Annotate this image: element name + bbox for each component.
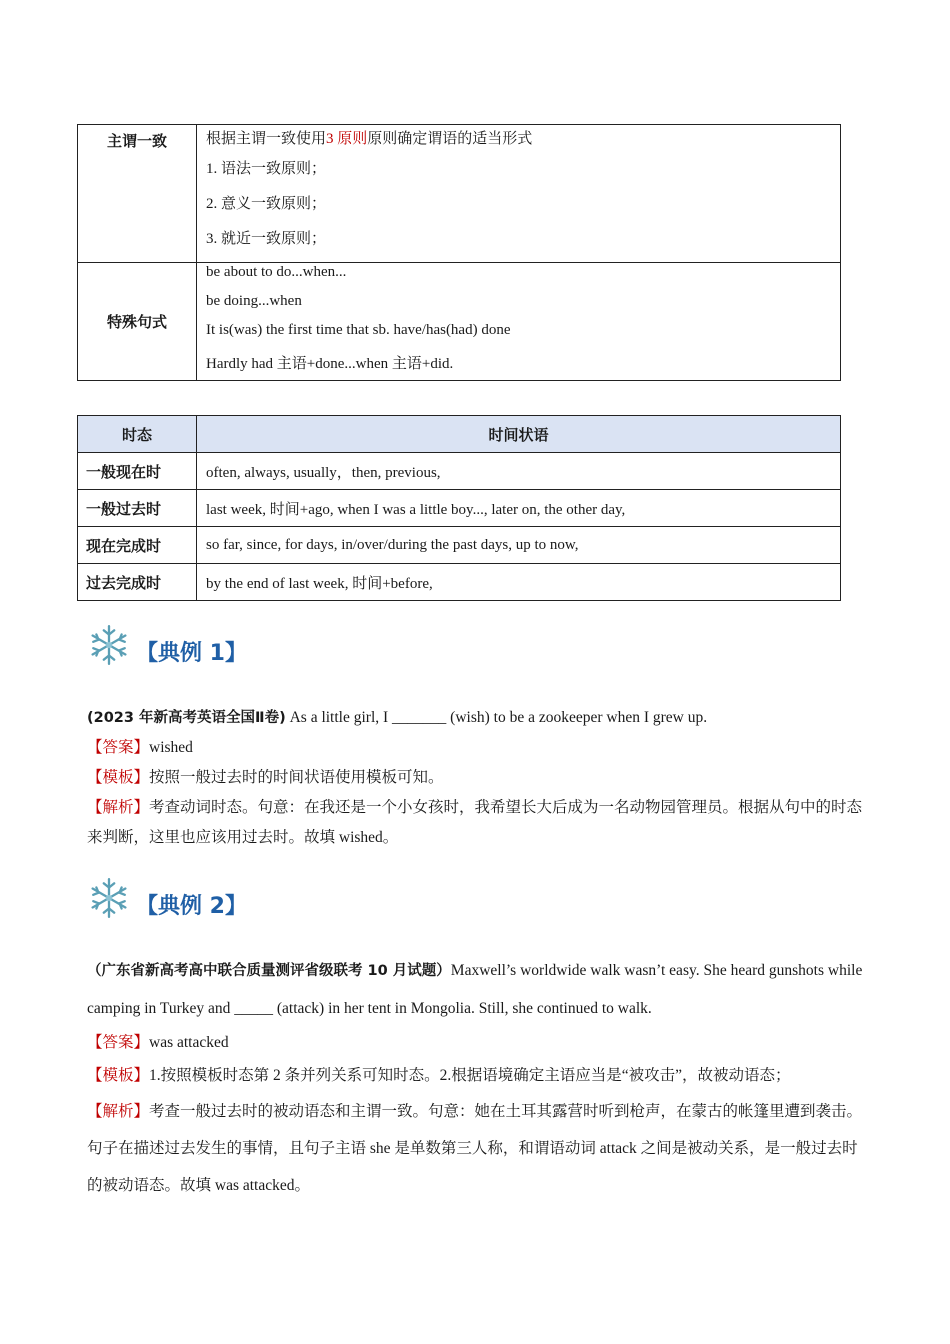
summary-table <box>77 124 841 381</box>
tense-cell: 现在完成时 <box>78 527 197 564</box>
tense-cell: 过去完成时 <box>78 564 197 601</box>
content-line: Hardly had 主语+done...when 主语+did. <box>206 356 454 372</box>
row-content <box>197 125 841 263</box>
analysis-line <box>87 793 867 853</box>
table-header-row <box>78 416 841 453</box>
example2-body <box>87 952 867 1204</box>
content-line: 1. 语法一致原则； <box>206 161 327 177</box>
highlight-text: 3 原则 <box>326 131 368 147</box>
example-heading <box>88 622 247 668</box>
adverbial-cell: last week, 时间+ago, when I was a little boy..., later on, the other day, <box>197 490 841 527</box>
table-row <box>78 453 841 490</box>
answer-text: wished <box>149 739 193 756</box>
adverbial-cell: often, always, usually，then, previous, <box>197 453 841 490</box>
snowflake-icon <box>88 877 130 919</box>
adverbial-cell: by the end of last week, 时间+before, <box>197 564 841 601</box>
analysis-text: 考查动词时态。句意：在我还是一个小女孩时，我希望长大后成为一名动物园管理员。根据从句中的时态来判断，这里也应该用过去时。故填 wished。 <box>87 799 863 846</box>
content-line: be about to do...when... <box>206 264 347 280</box>
row-content <box>197 263 841 381</box>
row-label: 特殊句式 <box>78 263 197 381</box>
answer-text: was attacked <box>149 1034 229 1051</box>
question-text: Maxwell’s worldwide walk wasn’t easy. She heard gunshots while camping in Turkey and _____ (attack) in her tent in Mongolia. Still, she continued to walk. <box>87 962 863 1017</box>
table-row <box>78 490 841 527</box>
analysis-text: 考查一般过去时的被动语态和主谓一致。句意：她在土耳其露营时听到枪声，在蒙古的帐篷里遭到袭击。句子在描述过去发生的事情，且句子主语 she 是单数第三人称，和谓语动词 attack 之间是被动关系，是一般过去时的被动语态。故填 was attacked。 <box>87 1103 863 1194</box>
column-header: 时间状语 <box>197 416 841 453</box>
answer-line <box>87 1027 867 1059</box>
table-row <box>78 527 841 564</box>
content-line: 根据主谓一致使用3 原则原则确定谓语的适当形式 <box>206 131 533 147</box>
tense-cell: 一般现在时 <box>78 453 197 490</box>
template-text: 1.按照模板时态第 2 条并列关系可知时态。2.根据语境确定主语应当是“被攻击”，故被动语态； <box>149 1067 791 1084</box>
content-line: It is(was) the first time that sb. have/has(had) done <box>206 322 511 338</box>
answer-tag: 【答案】 <box>87 1034 150 1051</box>
analysis-line <box>87 1093 867 1204</box>
answer-line <box>87 733 867 763</box>
tense-cell: 一般过去时 <box>78 490 197 527</box>
question-line <box>87 952 867 1027</box>
table-row <box>78 125 841 263</box>
example1-body <box>87 703 867 853</box>
template-text: 按照一般过去时的时间状语使用模板可知。 <box>149 769 444 786</box>
table-row <box>78 263 841 381</box>
content-line: 2. 意义一致原则； <box>206 196 327 212</box>
analysis-tag: 【解析】 <box>87 1103 150 1120</box>
question-line <box>87 703 867 733</box>
example-title: 【典例 2】 <box>136 893 247 919</box>
template-line <box>87 1059 867 1093</box>
table-row <box>78 564 841 601</box>
snowflake-icon <box>88 624 130 666</box>
example-heading <box>88 875 247 921</box>
adverbial-cell: so far, since, for days, in/over/during the past days, up to now, <box>197 527 841 564</box>
analysis-tag: 【解析】 <box>87 799 150 816</box>
answer-tag: 【答案】 <box>87 739 150 756</box>
question-text: As a little girl, I _______ (wish) to be a zookeeper when I grew up. <box>285 709 708 726</box>
tense-adverbial-table <box>77 415 841 601</box>
template-tag: 【模板】 <box>87 769 150 786</box>
column-header: 时态 <box>78 416 197 453</box>
question-source: （广东省新高考高中联合质量测评省级联考 10 月试题） <box>87 963 451 979</box>
content-line: be doing...when <box>206 293 302 309</box>
example-title: 【典例 1】 <box>136 640 247 666</box>
content-line: 3. 就近一致原则； <box>206 231 327 247</box>
template-tag: 【模板】 <box>87 1067 150 1084</box>
template-line <box>87 763 867 793</box>
question-source: (2023 年新高考英语全国Ⅱ卷) <box>87 710 286 726</box>
row-label: 主谓一致 <box>78 125 197 263</box>
